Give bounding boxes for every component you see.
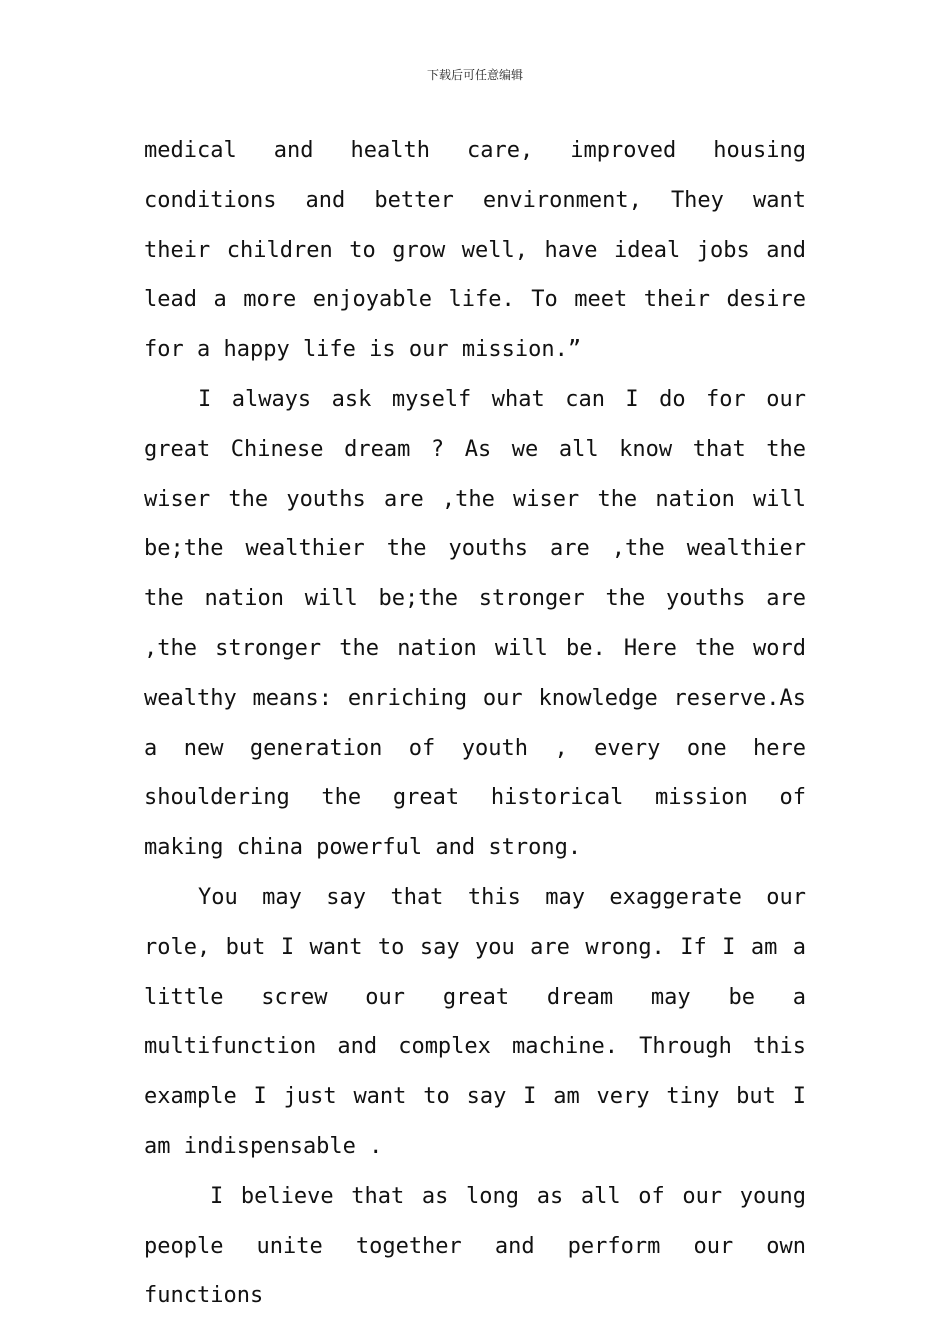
paragraph-belief: I believe that as long as all of our young people unite together and perform our own functions	[144, 1183, 806, 1309]
paragraph-role: You may say that this may exaggerate our role, but I want to say you are wrong. If I am a little screw our great dream may be a multifunction and complex machine. Through this example I just want to say I am very tiny but I am indispensable .	[144, 884, 806, 1159]
page-header-note: 下载后可任意编辑	[426, 68, 523, 82]
document-body	[144, 126, 806, 1321]
paragraph-chinese-dream: I always ask myself what can I do for our great Chinese dream ? As we all know that the wiser the youths are ,the wiser the nation will be;the wealthier the youths are ,the wealthier the nation will be;the stronger the youths are ,the stronger the nation will be. Here the word wealthy means: enriching our knowledge reserve.As a new generation of youth , every one here shouldering the great historical mission of making china powerful and strong.	[144, 386, 806, 861]
paragraph-continuation: medical and health care, improved housing conditions and better environment, They want their children to grow well, have ideal jobs and lead a more enjoyable life. To meet their desire for a happy life is our mission.”	[144, 138, 806, 363]
